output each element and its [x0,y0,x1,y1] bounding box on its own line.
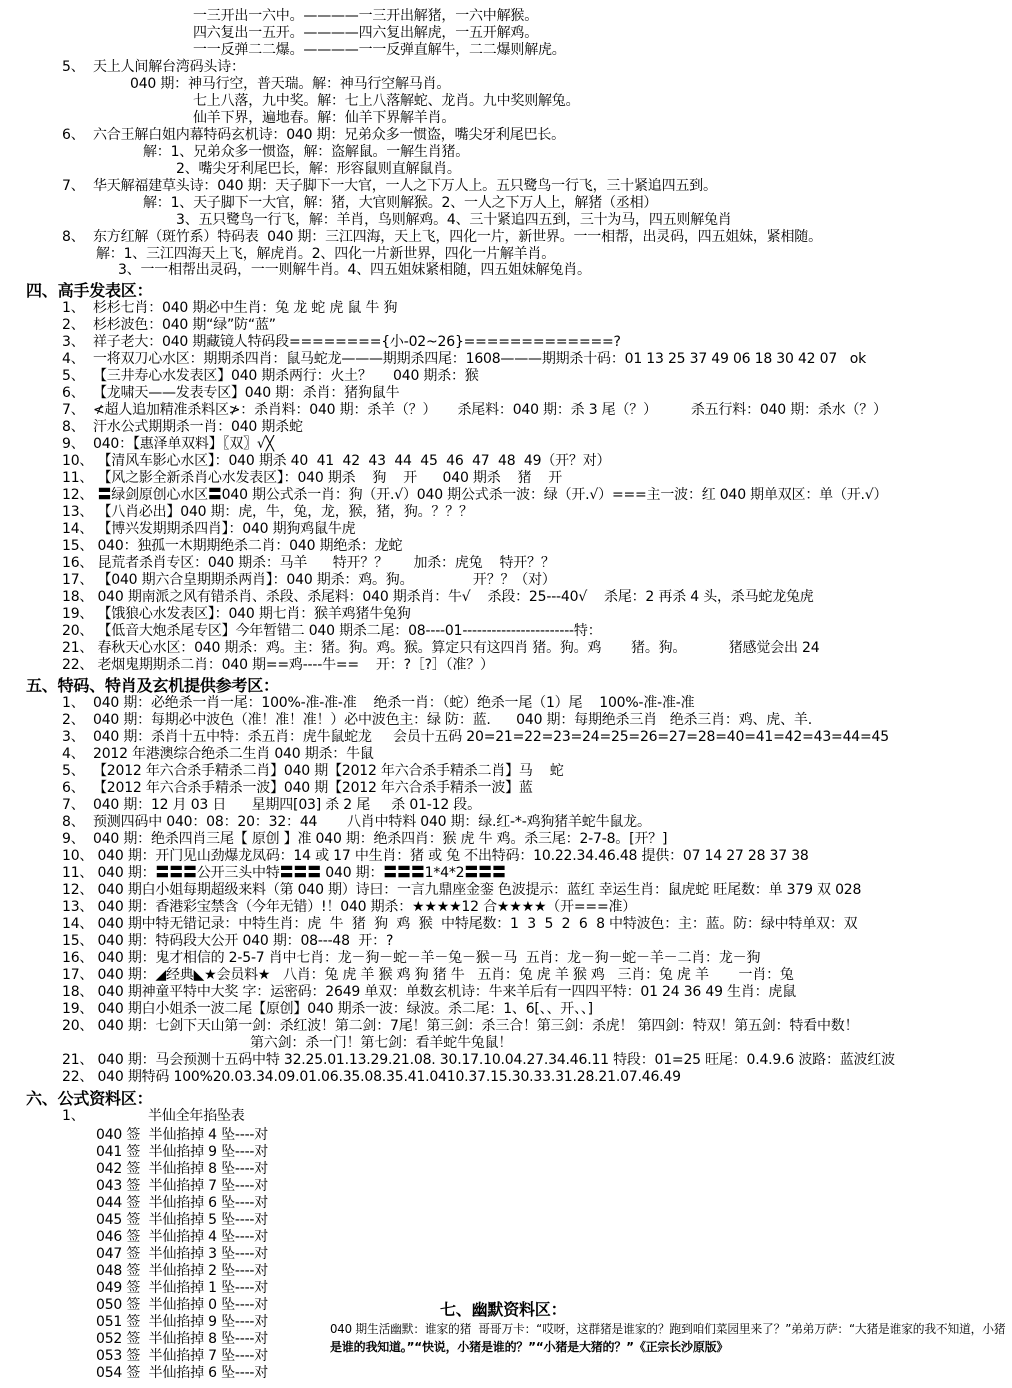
table-row: 049 签 半仙掐掉 1 坠----对 [96,1280,269,1296]
section-5-item: 8、 预测四码中 040：08：20：32：44 八肖中特料 040 期：绿.红-*-鸡狗猪羊蛇牛鼠龙。 [62,814,651,830]
top-line: 040 期：神马行空，普天瑞。解：神马行空解马肖。 [130,76,451,92]
humor-line: 是谁的我知道。”“快说，小猪是谁的？”“小猪是大猪的？”《正宗长沙原版》 [330,1340,729,1354]
table-row: 053 签 半仙掐掉 7 坠----对 [96,1348,269,1364]
top-line: 解：1、天子脚下一大官，解：猪，大官则解猴。2、一人之下万人上，解猪（丞相） [143,195,658,211]
table-row: 046 签 半仙掐掉 4 坠----对 [96,1229,269,1245]
section-4-item: 18、 040 期南派之风有错杀肖、杀段、杀尾料：040 期杀肖：牛√ 杀段：25---40√ 杀尾：2 再杀 4 头，杀马蛇龙兔虎 [62,589,814,605]
section-5-item: 22、 040 期特码 100%20.03.34.09.01.06.35.08.35.41.0410.37.15.30.33.31.28.21.07.46.49 [62,1069,681,1085]
section-6-table-title: 半仙全年掐坠表 [148,1108,245,1124]
top-line: 一三开出一六中。————一三开出解猪，一六中解猴。 [193,8,538,24]
section-4-item: 10、 【清风车影心水区】：040 期杀 40 41 42 43 44 45 46 47 48 49（开？对） [62,453,611,469]
table-row: 043 签 半仙掐掉 7 坠----对 [96,1178,269,1194]
section-5-item: 17、 040 期：◢经典◣★会员料★ 八肖：兔 虎 羊 猴 鸡 狗 猪 牛 五肖：兔 虎 羊 猴 鸡 三肖：兔 虎 羊 一肖：兔 [62,967,794,983]
section-4-item: 13、 【八肖必出】040 期：虎，牛，兔，龙，猴，猪，狗。？？？ [62,504,473,520]
section-4-item: 7、 ≮超人追加精准杀料区≯：杀肖料：040 期：杀羊（？） 杀尾料：040 期：杀 3 尾（？） 杀五行料：040 期：杀水（？） [62,402,887,418]
section-4-item: 11、 【风之影全新杀肖心水发表区】：040 期杀 狗 开 040 期杀 猪 开 [62,470,563,486]
section-4-item: 1、 杉杉七肖：040 期必中生肖：兔 龙 蛇 虎 鼠 牛 狗 [62,300,398,316]
section-5-item: 10、 040 期：开门见山劲爆龙凤码：14 或 17 中生肖：猪 或 兔 不出特码：10.22.34.46.48 提供：07 14 27 28 37 38 [62,848,809,864]
section-5-item: 7、 040 期：12 月 03 日 星期四[03] 杀 2 尾 杀 01-12 段。 [62,797,481,813]
section-4-item: 14、 【博兴发期期杀四肖】：040 期狗鸡鼠牛虎 [62,521,356,537]
section-5-item: 16、 040 期：鬼才相信的 2-5-7 肖中七肖：龙－狗－蛇－羊－兔－猴－马 五肖：龙－狗－蛇－羊－二肖：龙－狗 [62,950,761,966]
humor-line: 040 期生活幽默：谁家的猪 哥哥万卡：“哎呀，这群猪是谁家的？跑到咱们菜园里来了？”弟弟万萨：“大猪是谁家的我不知道，小猪 [330,1322,1006,1336]
section-4-item: 9、 040：【惠泽单双料】〖双〗√╳ [62,436,274,452]
section-4-item: 16、 昆荒者杀肖专区：040 期杀：马羊 特开？？ 加杀：虎兔 特开？？ [62,555,555,571]
section-5-item: 20、 040 期：七剑下天山第一剑：杀红波！第二剑：7尾！第三剑：杀三合！第三剑：杀虎！ 第四剑：特双！第五剑：特看中数！ [62,1018,859,1034]
table-row: 044 签 半仙掐掉 6 坠----对 [96,1195,269,1211]
top-line: 8、 东方红解（斑竹系）特码表 040 期：三江四海，天上飞，四化一片，新世界。一一相帮，出灵码，四五姐妹，紧相随。 [62,229,822,245]
table-row: 051 签 半仙掐掉 9 坠----对 [96,1314,269,1330]
section-4-item: 20、 【低音大炮杀尾专区】今年暂错二 040 期杀二尾：08----01-----------------------特： [62,623,602,639]
section-5-item: 2、 040 期：每期必中波色（准！准！准！）必中波色主：绿 防：蓝. 040 期：每期绝杀三肖 绝杀三肖：鸡、虎、羊. [62,712,812,728]
section-5-item: 12、 040 期白小姐每期超级来料（第 040 期）诗曰：一言九鼎座金銮 色波提示：蓝红 幸运生肖：鼠虎蛇 旺尾数：单 379 双 028 [62,882,862,898]
top-line: 5、 天上人间解台湾码头诗： [62,59,245,75]
section-6-index: 1、 [62,1108,85,1124]
section-5-title: 五、特码、特肖及玄机提供参考区： [26,676,279,695]
section-4-item: 22、 老烟鬼期期杀二肖：040 期==鸡----牛== 开：?［?］（准？） [62,657,494,673]
table-row: 050 签 半仙掐掉 0 坠----对 [96,1297,269,1313]
table-row: 041 签 半仙掐掉 9 坠----对 [96,1144,269,1160]
section-5-item: 3、 040 期：杀肖十五中特：杀五肖：虎牛鼠蛇龙 会员十五码 20=21=22=23=24=25=26=27=28=40=41=42=43=44=45 [62,729,889,745]
top-line: 一一反弹二二爆。————一一反弹直解牛，二二爆则解虎。 [193,42,566,58]
top-line: 解：1、兄弟众多一惯盗，解：盗解鼠。一解生肖猪。 [143,144,470,160]
section-4-item: 12、 〓绿剑原创心水区〓040 期公式杀一肖：狗（开.√）040 期公式杀一波：绿（开.√）===主一波：红 040 期单双区：单（开.√） [62,487,888,503]
section-5-item: 1、 040 期：必绝杀一肖一尾：100%-准-准-准 绝杀一肖：（蛇）绝杀一尾（1）尾 100%-准-准-准 [62,695,695,711]
section-4-item: 3、 祥子老大：040 期藏镜人特码段========{小-02~26}=============? [62,334,621,350]
top-line: 3、一一相帮出灵码，一一则解牛肖。4、四五姐妹紧相随，四五姐妹解兔肖。 [118,262,591,278]
top-line: 解：1、三江四海天上飞，解虎肖。2、四化一片新世界，四化一片解羊肖。 [96,246,556,262]
section-5-item: 6、 【2012 年六合杀手精杀一波】040 期【2012 年六合杀手精杀一波】蓝 [62,780,533,796]
section-5-item: 9、 040 期：绝杀四肖三尾【 原创 】准 040 期：绝杀四肖：猴 虎 牛 鸡。杀三尾：2-7-8。[开？] [62,831,668,847]
section-5-item: 18、 040 期神童平特中大奖 字：运密码：2649 单双：单数玄机诗：牛来羊后有一四四平特：01 24 36 49 生肖：虎鼠 [62,984,797,1000]
section-5-item: 5、 【2012 年六合杀手精杀二肖】040 期【2012 年六合杀手精杀二肖】马 蛇 [62,763,564,779]
table-row: 054 签 半仙掐掉 6 坠----对 [96,1365,269,1381]
top-line: 四六复出一五开。————四六复出解虎，一五开解鸡。 [193,25,538,41]
section-5-item: 15、 040 期：特码段大公开 040 期：08---48 开：? [62,933,394,949]
top-line: 7、 华天解福建草头诗：040 期：天子脚下一大官，一人之下万人上。五只鹭鸟一行飞，三十紧追四五到。 [62,178,717,194]
top-line: 七上八落，九中奖。解：七上八落解蛇、龙肖。九中奖则解兔。 [193,93,580,109]
table-row: 048 签 半仙掐掉 2 坠----对 [96,1263,269,1279]
top-line: 仙羊下界，遍地春。解：仙羊下界解羊肖。 [193,110,456,126]
section-4-item: 15、 040：独孤一木期期绝杀二肖：040 期绝杀：龙蛇 [62,538,403,554]
section-5-item: 4、 2012 年港澳综合绝杀二生肖 040 期杀：牛鼠 [62,746,374,762]
section-4-item: 2、 杉杉波色：040 期“绿”防“蓝” [62,317,276,333]
table-row: 047 签 半仙掐掉 3 坠----对 [96,1246,269,1262]
section-4-title: 四、高手发表区： [26,281,153,300]
top-line: 3、五只鹭鸟一行飞，解：羊肖，鸟则解鸡。4、三十紧追四五到，三十为马，四五则解兔肖 [176,212,732,228]
section-4-item: 21、 春秋天心水区：040 期杀：鸡。主：猪。狗。鸡。猴。算定只有这四肖 猪。狗。鸡 猪。狗。 猪感觉会出 24 [62,640,820,656]
section-4-item: 8、 汗水公式期期杀一肖：040 期杀蛇 [62,419,303,435]
section-5-item: 第六剑：杀一门！第七剑：看羊蛇牛兔鼠！ [250,1035,513,1051]
top-line: 2、嘴尖牙利尾巴长，解：形容鼠则直解鼠肖。 [176,161,461,177]
section-5-item: 19、 040 期白小姐杀一波二尾【原创】040 期杀一波：绿波。杀二尾：1、6[、、开、、] [62,1001,593,1017]
section-7-title: 七、幽默资料区： [440,1300,567,1319]
section-5-item: 11、 040 期：〓〓〓公开三头中特〓〓〓 040 期：〓〓〓1*4*2〓〓〓 [62,865,506,881]
top-line: 6、 六合王解白姐内幕特码玄机诗：040 期：兄弟众多一惯盗，嘴尖牙利尾巴长。 [62,127,565,143]
table-row: 042 签 半仙掐掉 8 坠----对 [96,1161,269,1177]
section-4-item: 4、 一将双刀心水区：期期杀四肖：鼠马蛇龙———期期杀四尾：1608———期期杀十码：01 13 25 37 49 06 18 30 42 07 ok [62,351,867,367]
section-5-item: 14、 040 期中特无错记录：中特生肖：虎 牛 猪 狗 鸡 猴 中特尾数：1 3 5 2 6 8 中特波色：主：蓝。防：绿中特单双：双 [62,916,858,932]
table-row: 052 签 半仙掐掉 8 坠----对 [96,1331,269,1347]
section-4-item: 5、 【三井寿心水发表区】040 期杀两行：火土？ 040 期杀：猴 [62,368,479,384]
section-6-title: 六、公式资料区： [26,1089,153,1108]
section-4-item: 17、 【040 期六合皇期期杀两肖】：040 期杀：鸡。狗。 开？？（对） [62,572,556,588]
section-5-item: 13、 040 期：香港彩宝禁含（今年无错）!！040 期杀：★★★★12 合★★★★（开===准） [62,899,637,915]
section-4-item: 19、 【饿狼心水发表区】：040 期七肖：猴羊鸡猪牛兔狗 [62,606,411,622]
table-row: 040 签 半仙掐掉 4 坠----对 [96,1127,269,1143]
section-4-item: 6、 【龙啸天——发表专区】040 期：杀肖：猪狗鼠牛 [62,385,400,401]
table-row: 045 签 半仙掐掉 5 坠----对 [96,1212,269,1228]
section-5-item: 21、 040 期：马会预测十五码中特 32.25.01.13.29.21.08. 30.17.10.04.27.34.46.11 特段：01=25 旺尾：0.4.9.6 波路：蓝波红波 [62,1052,895,1068]
